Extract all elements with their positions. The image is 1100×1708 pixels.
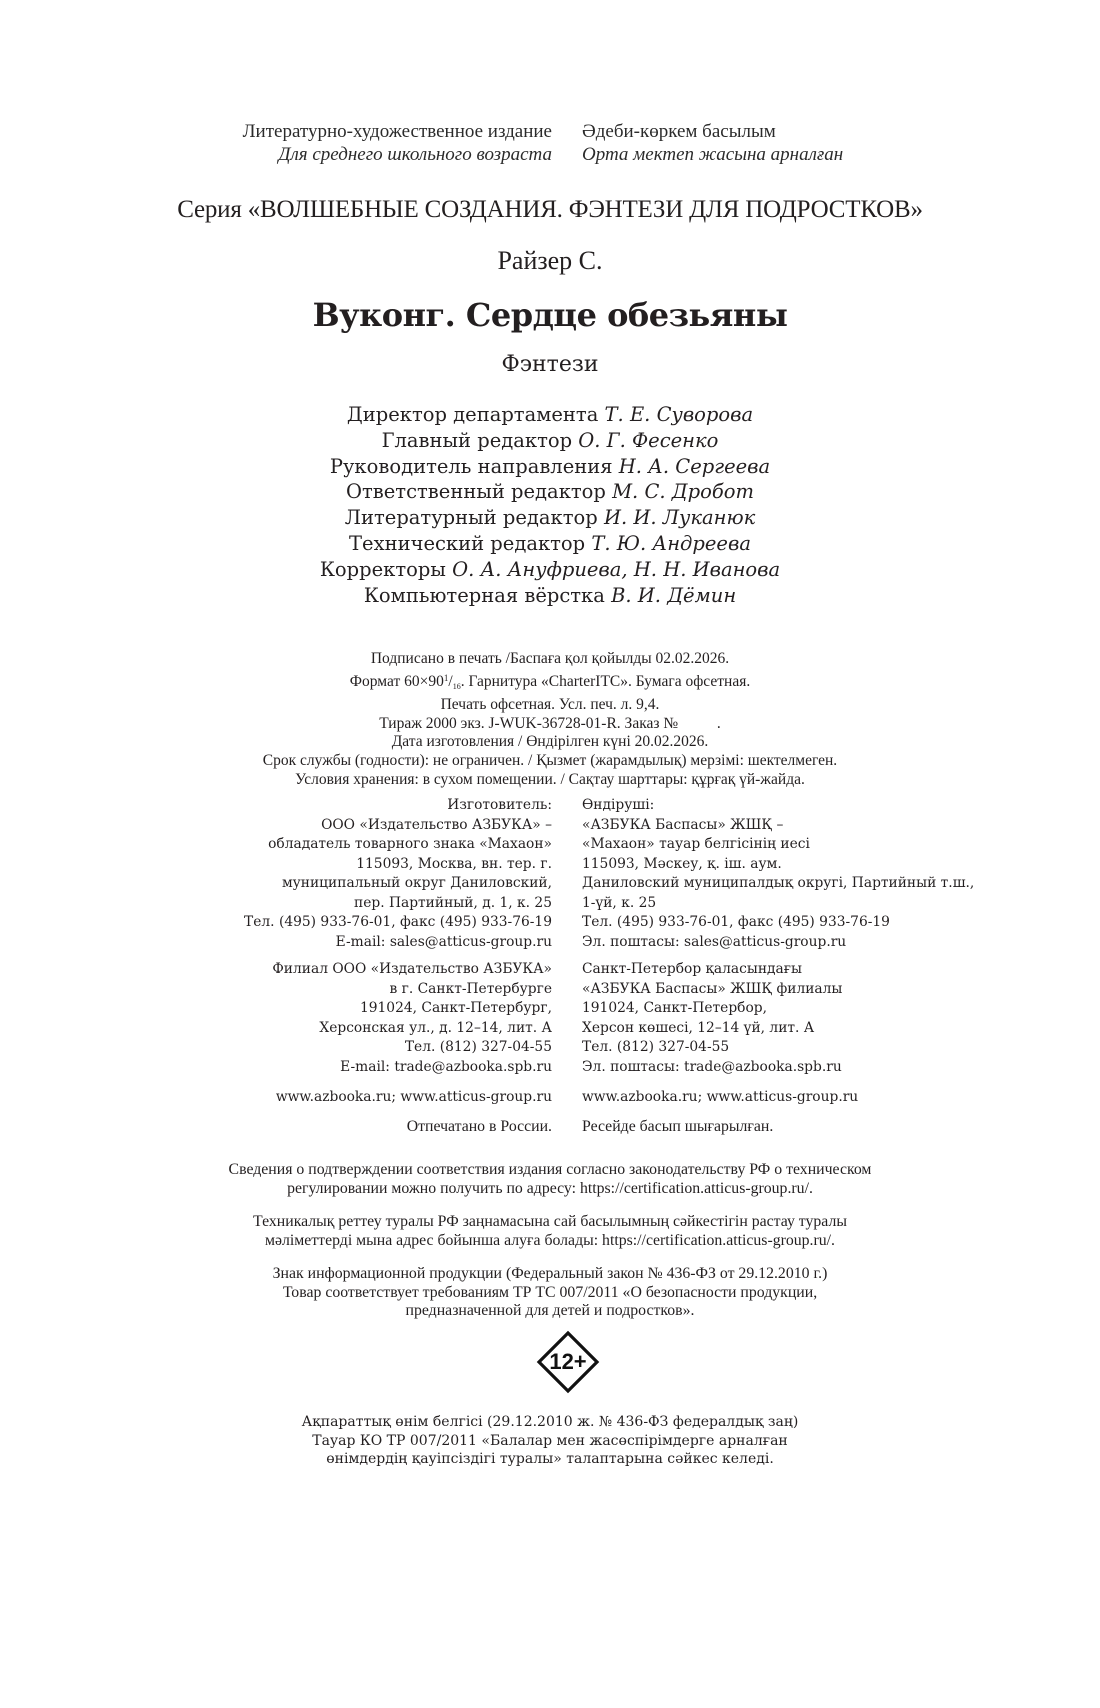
circulation-line: Тираж 2000 экз. J-WUK-36728-01-R. Заказ № .	[379, 714, 721, 732]
certification-line: регулировании можно получить по адресу: https://certification.atticus-group.ru/.	[287, 1179, 813, 1197]
credit-role: Директор департамента	[346, 403, 599, 426]
manufacturer-phone: Тел. (495) 933-76-01, факс (495) 933-76-19	[244, 914, 552, 930]
manufacturer-kz	[582, 796, 974, 952]
websites-kz	[582, 1088, 858, 1108]
manufacturer-line: 115093, Москва, вн. тер. г.	[356, 855, 552, 872]
branch-email: E-mail: trade@azbooka.spb.ru	[340, 1058, 552, 1075]
credit-name: Т. Ю. Андреева	[591, 531, 751, 555]
credit-name: М. С. Дробот	[612, 480, 754, 504]
credit-line	[0, 454, 1100, 480]
printed-in-kz	[582, 1117, 773, 1137]
branch-line: «АЗБУКА Баспасы» ЖШҚ филиалы	[582, 980, 843, 997]
credit-role: Главный редактор	[381, 428, 573, 452]
certification-line: Сведения о подтверждении соответствия издания согласно законодательству РФ о техническом	[228, 1161, 872, 1178]
branch-line: Херсон көшесі, 12–14 үй, лит. А	[582, 1019, 815, 1036]
manufacturer-line: 1-үй, к. 25	[582, 894, 657, 911]
manufacturer-label: Изготовитель:	[447, 797, 552, 813]
credit-role: Ответственный редактор	[346, 480, 606, 504]
age-rating-label: 12+	[549, 1349, 587, 1374]
manufacturer-email: E-mail: sales@atticus-group.ru	[335, 933, 552, 950]
age-group-ru: Для среднего школьного возраста	[278, 144, 552, 165]
manufacturer-line: «Махаон» тауар белгісінің иесі	[582, 836, 810, 852]
info-sign-ru	[0, 1265, 1100, 1321]
credit-role: Корректоры	[319, 557, 446, 581]
info-sign-line: Ақпараттық өнім белгісі (29.12.2010 ж. № 436-ФЗ федералдық заң)	[301, 1414, 799, 1430]
websites-link: www.azbooka.ru; www.atticus-group.ru	[582, 1089, 859, 1105]
format-denominator: 16	[452, 681, 461, 691]
edition-type-kz: Әдеби-көркем басылым	[582, 121, 776, 142]
credit-name: О. Г. Фесенко	[578, 428, 719, 452]
manufacturer-line: обладатель товарного знака «Махаон»	[268, 836, 552, 852]
credit-role: Компьютерная вёрстка	[363, 583, 605, 607]
age-group-kz: Орта мектеп жасына арналған	[582, 144, 844, 165]
info-sign-line: өнімдердің қауіпсіздігі туралы» талаптарына сәйкес келеді.	[326, 1451, 774, 1468]
branch-email: Эл. поштасы: trade@azbooka.spb.ru	[582, 1058, 842, 1075]
printed-in-ru	[407, 1117, 552, 1137]
credit-name: О. А. Ануфриева, Н. Н. Иванова	[452, 557, 781, 581]
branch-line: 191024, Санкт-Петербор,	[582, 1000, 767, 1016]
websites-ru	[276, 1088, 552, 1108]
credit-line	[0, 479, 1100, 505]
info-sign-line: Знак информационной продукции (Федеральный закон № 436-ФЗ от 29.12.2010 г.)	[272, 1265, 828, 1282]
credit-name: В. И. Дёмин	[611, 583, 737, 607]
manufacturer-line: 115093, Мәскеу, қ. іш. аум.	[582, 855, 782, 872]
manufacturer-line: Даниловский муниципалдық округі, Партийный т.ш.,	[582, 875, 975, 891]
credit-name: Т. Е. Суворова	[604, 403, 754, 426]
manufacture-date: Дата изготовления / Өндірілген күні 20.02.2026.	[391, 733, 709, 751]
credit-role: Литературный редактор	[344, 506, 598, 530]
certification-line: мәліметтерді мына адрес бойынша алуға болады: https://certification.atticus-group.ru/.	[264, 1231, 835, 1249]
format-suffix: . Гарнитура «CharterITC». Бумага офсетная.	[460, 672, 751, 690]
header-right	[582, 120, 843, 166]
branch-line: Херсонская ул., д. 12–14, лит. А	[319, 1019, 552, 1036]
credit-line	[0, 531, 1100, 557]
manufacturer-email: Эл. поштасы: sales@atticus-group.ru	[582, 933, 847, 950]
branch-phone: Тел. (812) 327-04-55	[404, 1039, 552, 1055]
info-sign-line: Товар соответствует требованиям ТР ТС 007/2011 «О безопасности продукции,	[282, 1283, 818, 1301]
manufacturer-line: пер. Партийный, д. 1, к. 25	[354, 894, 552, 911]
author: Райзер С.	[497, 246, 603, 275]
credit-name: Н. А. Сергеева	[618, 454, 771, 478]
branch-line: 191024, Санкт-Петербург,	[359, 1000, 552, 1016]
branch-ru	[272, 960, 552, 1077]
branch-kz	[582, 960, 842, 1077]
credit-name: И. И. Луканюк	[603, 506, 756, 530]
format-prefix: Формат 60×90	[349, 672, 444, 690]
branch-phone: Тел. (812) 327-04-55	[582, 1039, 730, 1055]
printed-in-text: Отпечатано в России.	[406, 1118, 552, 1135]
age-rating-badge	[536, 1330, 600, 1394]
credit-role: Технический редактор	[349, 531, 586, 555]
credit-line	[0, 402, 1100, 428]
header-left	[243, 120, 552, 166]
manufacturer-line: муниципальный округ Даниловский,	[281, 875, 552, 891]
book-title: Вуконг. Сердце обезьяны	[312, 296, 788, 334]
printed-in-text: Ресейде басып шығарылған.	[582, 1118, 774, 1135]
branch-line: в г. Санкт-Петербурге	[389, 980, 552, 997]
credit-line	[0, 505, 1100, 531]
credits-list	[0, 402, 1100, 608]
info-sign-kz	[0, 1413, 1100, 1469]
info-sign-line: предназначенной для детей и подростков».	[405, 1302, 695, 1320]
credit-line	[0, 583, 1100, 609]
format-numerator: 1	[443, 672, 449, 683]
credit-line	[0, 557, 1100, 583]
manufacturer-label: Өндіруші:	[582, 797, 655, 813]
certification-line: Техникалық реттеу туралы РФ заңнамасына сай басылымның сәйкестігін растау туралы	[253, 1213, 847, 1230]
credit-role: Руководитель направления	[329, 454, 613, 478]
certification-ru	[0, 1161, 1100, 1198]
format-line: Формат $60\times 90^1/_{16}$. Гарнитура «CharterITC». Бумага офсетная.	[349, 672, 751, 691]
credit-line	[0, 428, 1100, 454]
manufacturer-phone: Тел. (495) 933-76-01, факс (495) 933-76-19	[582, 914, 890, 930]
print-line: Печать офсетная. Усл. печ. л. 9,4.	[440, 696, 660, 714]
shelf-life: Срок службы (годности): не ограничен. / Қызмет (жарамдылық) мерзімі: шектелмеген.	[262, 751, 838, 769]
edition-type-ru: Литературно-художественное издание	[242, 121, 552, 142]
info-sign-line: Тауар КО ТР 007/2011 «Балалар мен жасөспірімдерге арналған	[312, 1432, 788, 1449]
manufacturer-line: ООО «Издательство АЗБУКА» –	[321, 816, 552, 833]
imprint-block	[0, 650, 1100, 789]
branch-line: Филиал ООО «Издательство АЗБУКА»	[272, 961, 552, 977]
signed-to-print: Подписано в печать /Баспаға қол қойылды 02.02.2026.	[370, 650, 730, 667]
manufacturer-line: «АЗБУКА Баспасы» ЖШҚ –	[582, 816, 784, 833]
branch-line: Санкт-Петербор қаласындағы	[582, 961, 802, 977]
certification-kz	[0, 1213, 1100, 1250]
manufacturer-ru	[244, 796, 552, 952]
websites-link: www.azbooka.ru; www.atticus-group.ru	[275, 1089, 552, 1105]
series-title: Серия «ВОЛШЕБНЫЕ СОЗДАНИЯ. ФЭНТЕЗИ ДЛЯ ПОДРОСТКОВ»	[177, 196, 923, 223]
storage-conditions: Условия хранения: в сухом помещении. / Сақтау шарттары: құрғақ үй-жайда.	[295, 770, 805, 788]
genre: Фэнтези	[501, 352, 599, 377]
